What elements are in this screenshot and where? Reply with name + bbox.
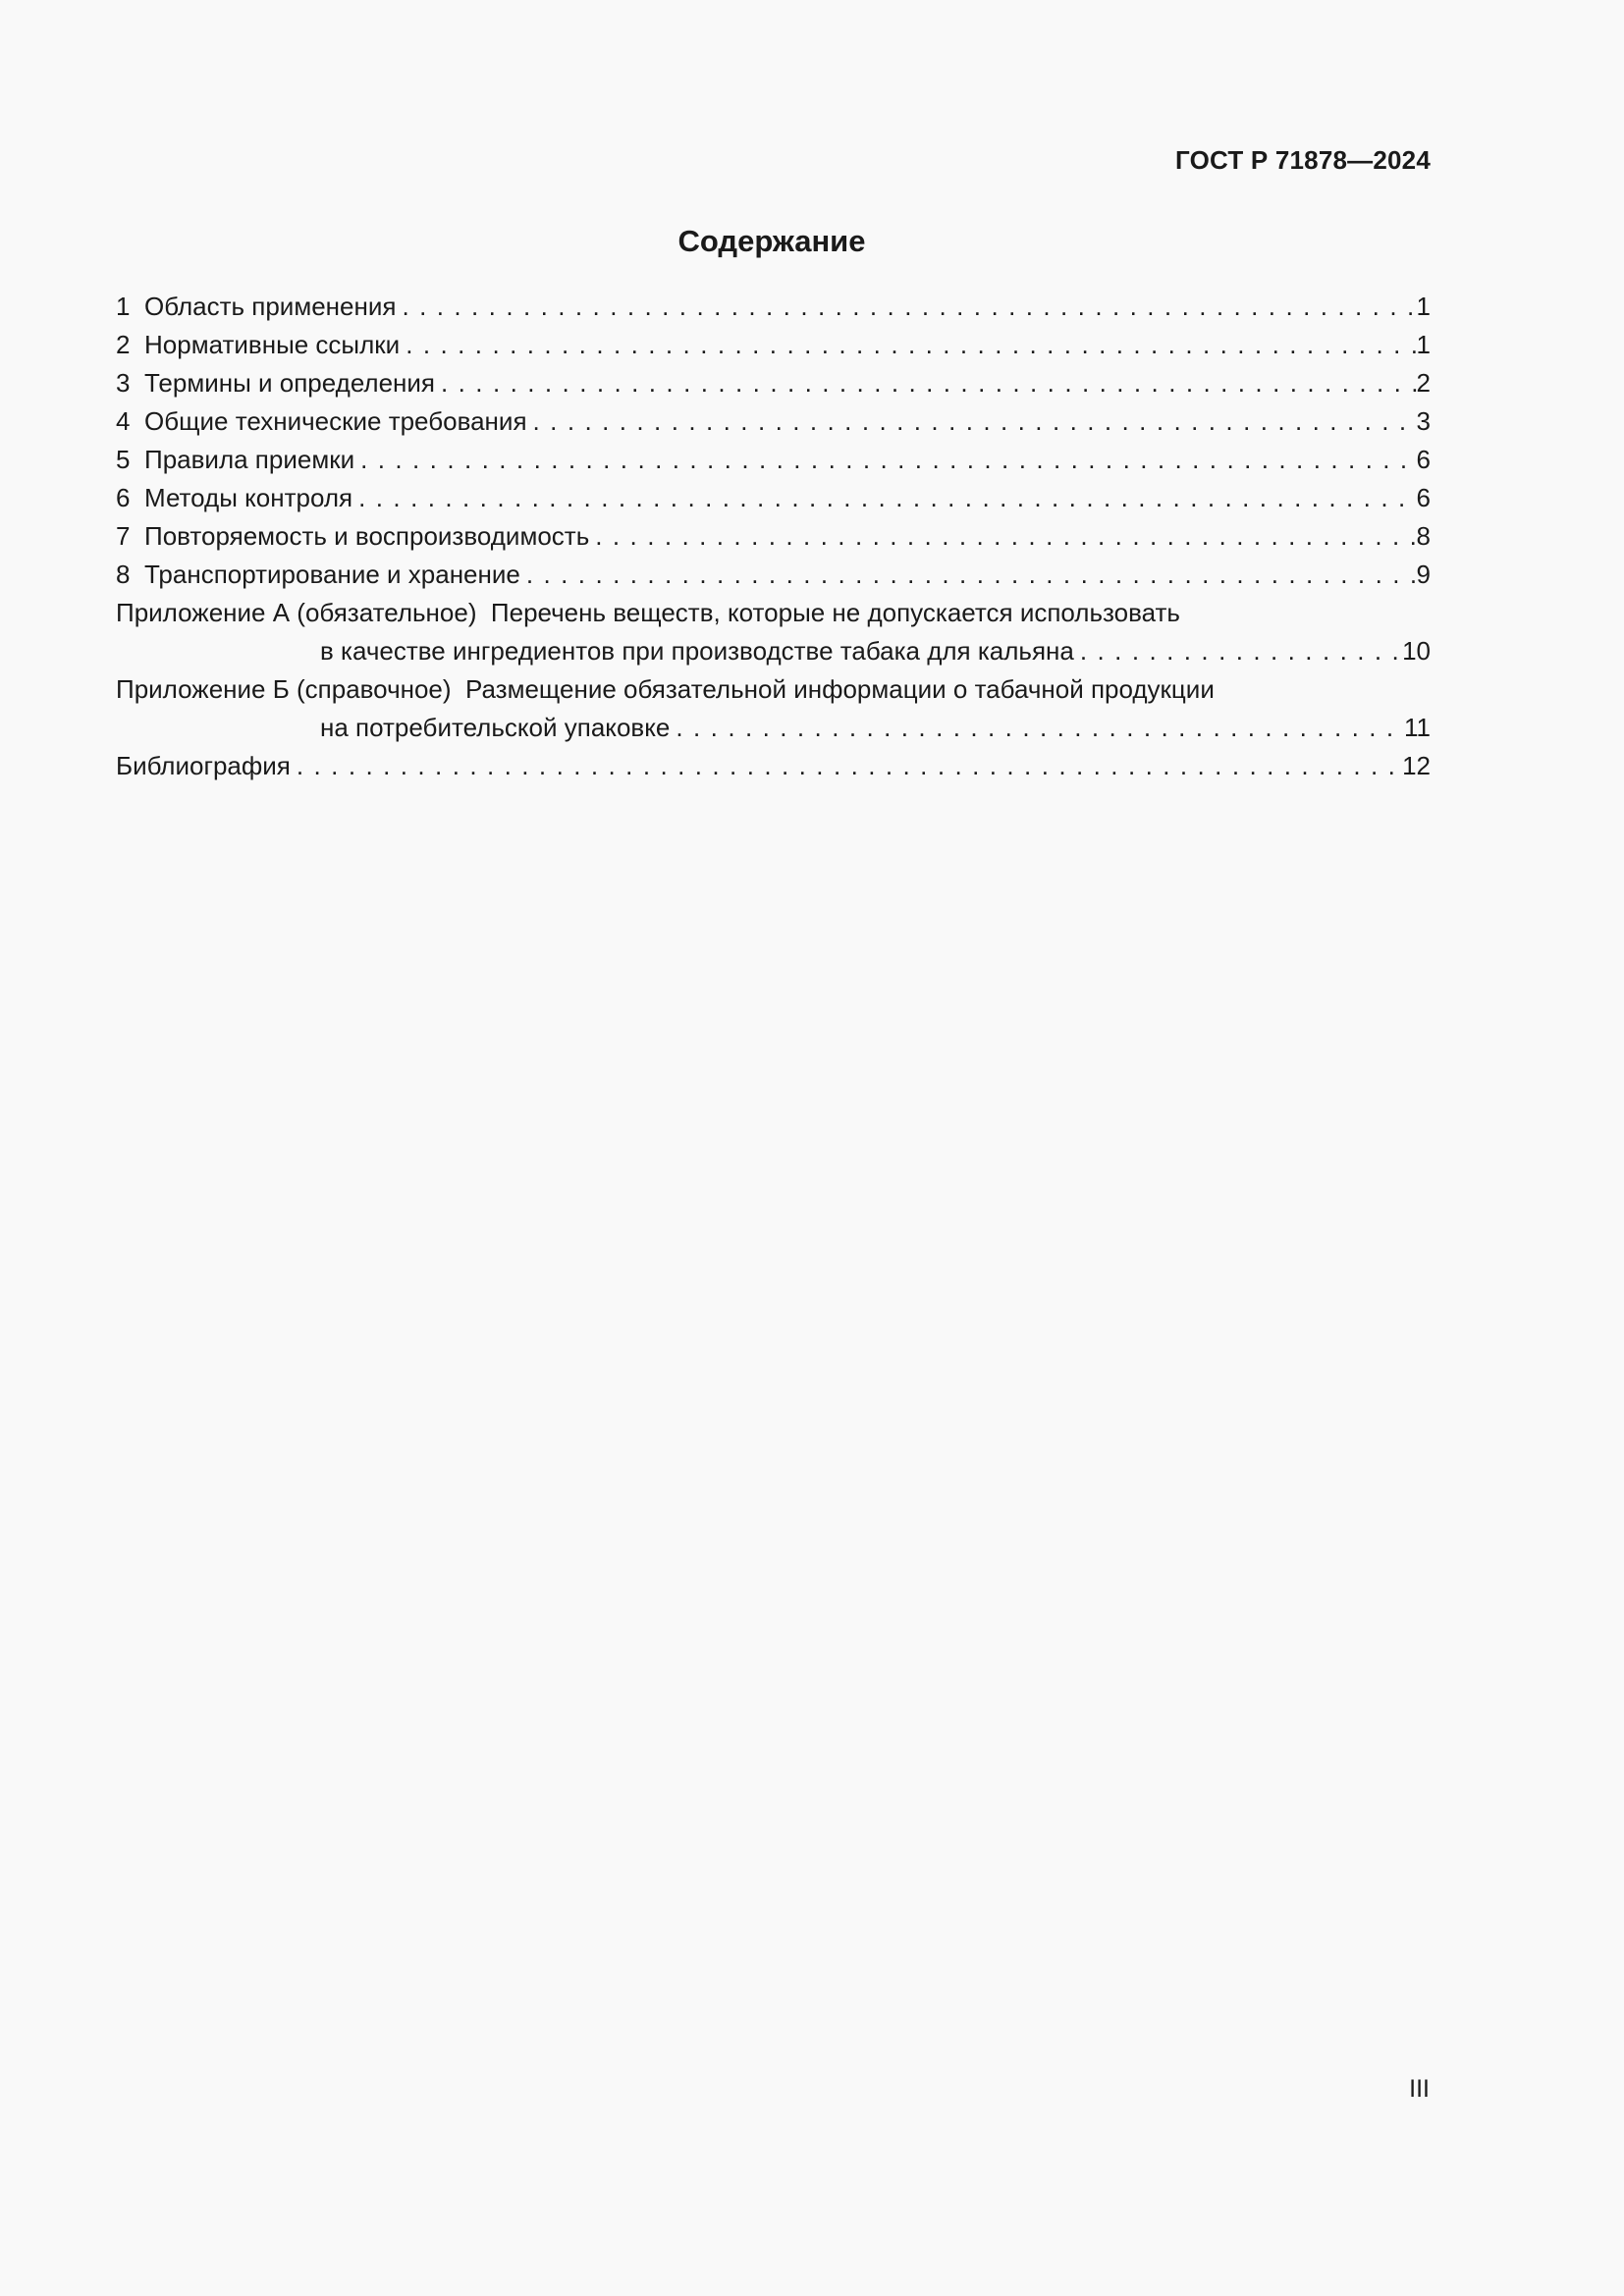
toc-item-appendix-b[interactable] [116,670,1431,747]
toc-item-transport-storage[interactable] [116,556,1431,594]
toc-leader-dots [402,288,1416,326]
toc-item-terms[interactable] [116,364,1431,402]
toc-item-page: 2 [1416,368,1431,398]
toc-item-page: 8 [1416,521,1431,551]
toc-item-page: 3 [1416,406,1431,436]
toc-item-label: на потребительской упаковке [320,713,671,742]
toc-appendix-a-line1 [116,594,1431,632]
toc-item-repeatability[interactable] [116,517,1431,556]
toc-leader-dots [526,556,1417,594]
toc-appendix-a-line2 [116,632,1431,670]
toc-item-label: в качестве ингредиентов при производстве табака для кальяна [320,636,1074,666]
toc-leader-dots [297,747,1402,785]
table-of-contents [116,288,1431,785]
toc-item-label: 3 Термины и определения [116,368,436,398]
toc-leader-dots [360,441,1416,479]
toc-item-appendix-a[interactable] [116,594,1431,670]
toc-item-label: 7 Повторяемость и воспроизводимость [116,521,590,551]
page-number: III [1409,2075,1430,2103]
toc-item-page: 1 [1416,292,1431,321]
toc-title: Содержание [677,224,866,258]
toc-item-page: 1 [1416,330,1431,359]
toc-item-page: 11 [1404,713,1431,742]
toc-item-label: Библиография [116,751,291,780]
toc-item-label: 2 Нормативные ссылки [116,330,401,359]
toc-item-label: 4 Общие технические требования [116,406,527,436]
toc-item-acceptance-rules[interactable] [116,441,1431,479]
toc-leader-dots [595,517,1416,556]
toc-item-general-requirements[interactable] [116,402,1431,441]
document-code: ГОСТ Р 71878—2024 [1175,145,1431,175]
toc-item-page: 10 [1402,636,1431,666]
toc-item-page: 12 [1402,751,1431,780]
toc-item-label: Приложение Б (справочное) Размещение обязательной информации о табачной продукции [116,674,1215,704]
toc-leader-dots [358,479,1416,517]
toc-item-page: 6 [1416,445,1431,474]
toc-leader-dots [1080,632,1402,670]
toc-item-label: 1 Область применения [116,292,397,321]
toc-item-label: Приложение А (обязательное) Перечень веществ, которые не допускается использовать [116,598,1180,627]
toc-item-scope[interactable] [116,288,1431,326]
toc-leader-dots [676,709,1404,747]
toc-item-label: 5 Правила приемки [116,445,355,474]
toc-item-page: 9 [1416,560,1431,589]
toc-item-bibliography[interactable] [116,747,1431,785]
toc-item-label: 8 Транспортирование и хранение [116,560,520,589]
toc-item-normative-references[interactable] [116,326,1431,364]
toc-item-control-methods[interactable] [116,479,1431,517]
toc-leader-dots [533,402,1417,441]
toc-leader-dots [441,364,1417,402]
toc-appendix-b-line1 [116,670,1431,709]
toc-item-label: 6 Методы контроля [116,483,353,512]
toc-item-page: 6 [1416,483,1431,512]
toc-leader-dots [406,326,1416,364]
toc-appendix-b-line2 [116,709,1431,747]
